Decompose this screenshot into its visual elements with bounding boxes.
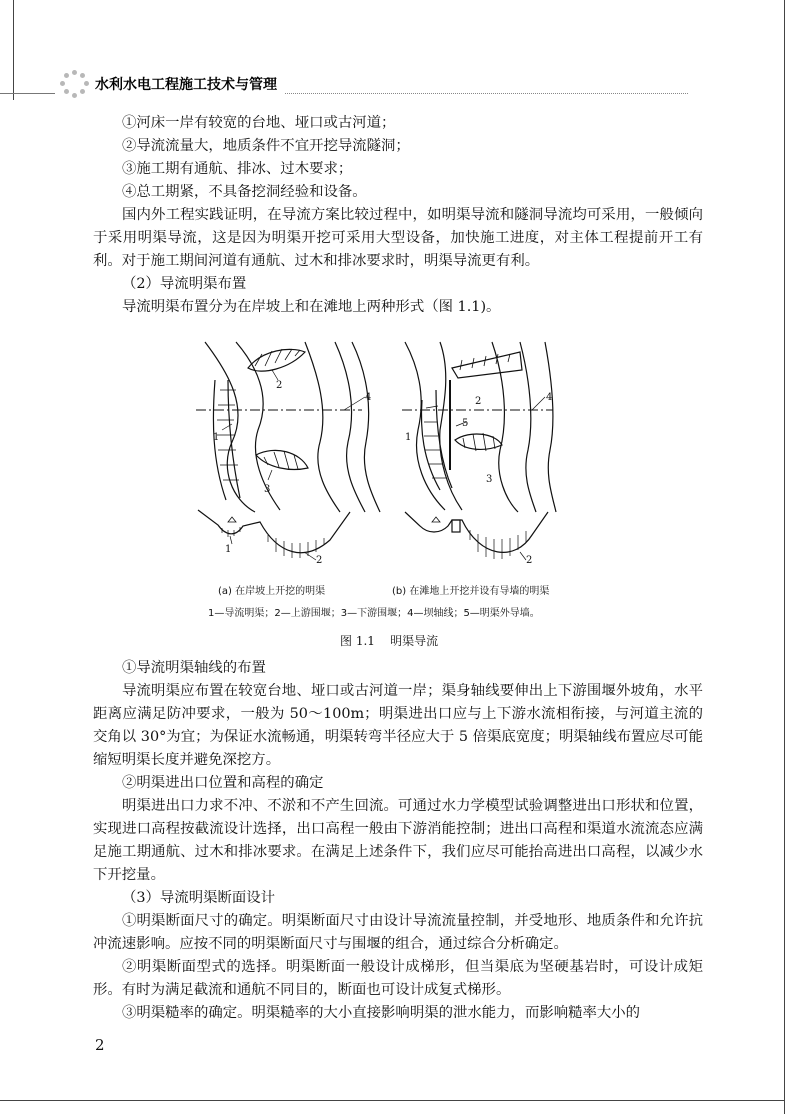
- panel-a-label-2: 2: [276, 380, 283, 391]
- panel-b-section: [405, 512, 548, 560]
- figure-title: 图 1.1 明渠导流: [340, 634, 439, 648]
- panel-a-plan-labels: [213, 380, 371, 495]
- panel-a-label-4: 4: [365, 392, 372, 403]
- caption-b: (b) 在滩地上开挖并设有导墙的明渠: [392, 586, 550, 597]
- panel-b-plan: [402, 342, 556, 512]
- condition-item-1: ①河床一岸有较宽的台地、垭口或古河道；: [122, 115, 396, 131]
- section-heading-2: （2）导流明渠布置: [122, 276, 247, 292]
- condition-item-3: ③施工期有通航、排冰、过木要求；: [122, 161, 353, 177]
- condition-item-2: ②导流流量大，地质条件不宜开挖导流隧洞；: [122, 138, 410, 154]
- condition-item-4: ④总工期紧，不具备挖洞经验和设备。: [122, 184, 367, 200]
- paragraph-layout: 导流明渠布置分为在岸坡上和在滩地上两种形式（图 1.1)。: [122, 299, 501, 315]
- panel-b-label-3: 3: [486, 474, 493, 485]
- panel-a-section: [198, 510, 350, 560]
- text-block-2: [93, 657, 703, 1025]
- panel-a-plan: [196, 342, 380, 512]
- heading-inlet-outlet: ②明渠进出口位置和高程的确定: [122, 775, 324, 791]
- panel-b-label-1: 1: [405, 432, 412, 443]
- header-dotted-rule: [285, 93, 688, 94]
- paragraph-section-type: ②明渠断面型式的选择。明渠断面一般设计成梯形，但当渠底为坚硬基岩时，可设计成矩形。有时为满足截流和通航不同目的，断面也可设计成复式梯形。: [93, 959, 703, 998]
- section-heading-3: （3）导流明渠断面设计: [122, 890, 276, 906]
- panel-b-label-4: 4: [546, 392, 553, 403]
- figure-1-1: [0, 330, 800, 660]
- book-title: 水利水电工程施工技术与管理: [95, 77, 277, 93]
- panel-a-label-1: 1: [213, 432, 220, 443]
- panel-a-section-label-1: 1: [225, 544, 232, 555]
- running-header: [0, 60, 800, 100]
- paragraph-inlet-outlet: 明渠进出口力求不冲、不淤和不产生回流。可通过水力学模型试验调整进出口形状和位置，实现进口高程按截流设计选择，出口高程一般由下游消能控制；进出口高程和渠道水流流态应满足施工期通航、过木和排冰要求。在满足上述条件下，我们应尽可能抬高进出口高程，以减少水下开挖量。: [93, 798, 703, 883]
- figure-drawing: [0, 330, 800, 580]
- paragraph-section-size: ①明渠断面尺寸的确定。明渠断面尺寸由设计导流流量控制，并受地形、地质条件和允许抗冲流速影响。应按不同的明渠断面尺寸与围堰的组合，通过综合分析确定。: [93, 913, 703, 952]
- panel-b-section-label-2: 2: [526, 555, 533, 566]
- heading-axis-layout: ①导流明渠轴线的布置: [122, 660, 266, 676]
- caption-a: (a) 在岸坡上开挖的明渠: [218, 586, 326, 597]
- paragraph-axis-layout: 导流明渠应布置在较宽台地、垭口或古河道一岸；渠身轴线要伸出上下游围堰外坡角，水平距离应满足防冲要求，一般为 50～100m；明渠进出口应与上下游水流相衔接，与河道主流的交角以 30°为宜；为保证水流畅通，明渠转弯半径应大于 5 倍渠底宽度；明渠轴线布置应尽可能缩短明渠长度并避免深挖方。: [93, 683, 703, 768]
- text-block-1: [93, 112, 703, 319]
- panel-b-section-labels: [526, 555, 532, 566]
- panel-b-label-5: 5: [462, 418, 469, 429]
- panel-a-section-label-2: 2: [316, 555, 323, 566]
- header-rule: [0, 93, 55, 94]
- paragraph-practice: 国内外工程实践证明，在导流方案比较过程中，如明渠导流和隧洞导流均可采用，一般倾向于采用明渠导流，这是因为明渠开挖可采用大型设备，加快施工进度，对主体工程提前开工有利。对于施工期间河道有通航、过木和排冰要求时，明渠导流更有利。: [93, 207, 703, 269]
- page-number: 2: [95, 1036, 105, 1054]
- decorative-dots-icon: [60, 70, 90, 100]
- frame-bottom: [0, 1100, 785, 1101]
- paragraph-roughness: ③明渠糙率的确定。明渠糙率的大小直接影响明渠的泄水能力，而影响糙率大小的: [122, 1005, 641, 1021]
- panel-b-label-2: 2: [475, 396, 482, 407]
- panel-a-label-3: 3: [264, 484, 271, 495]
- figure-legend: 1—导流明渠；2—上游围堰；3—下游围堰；4—坝轴线；5—明渠外导墙。: [208, 608, 540, 619]
